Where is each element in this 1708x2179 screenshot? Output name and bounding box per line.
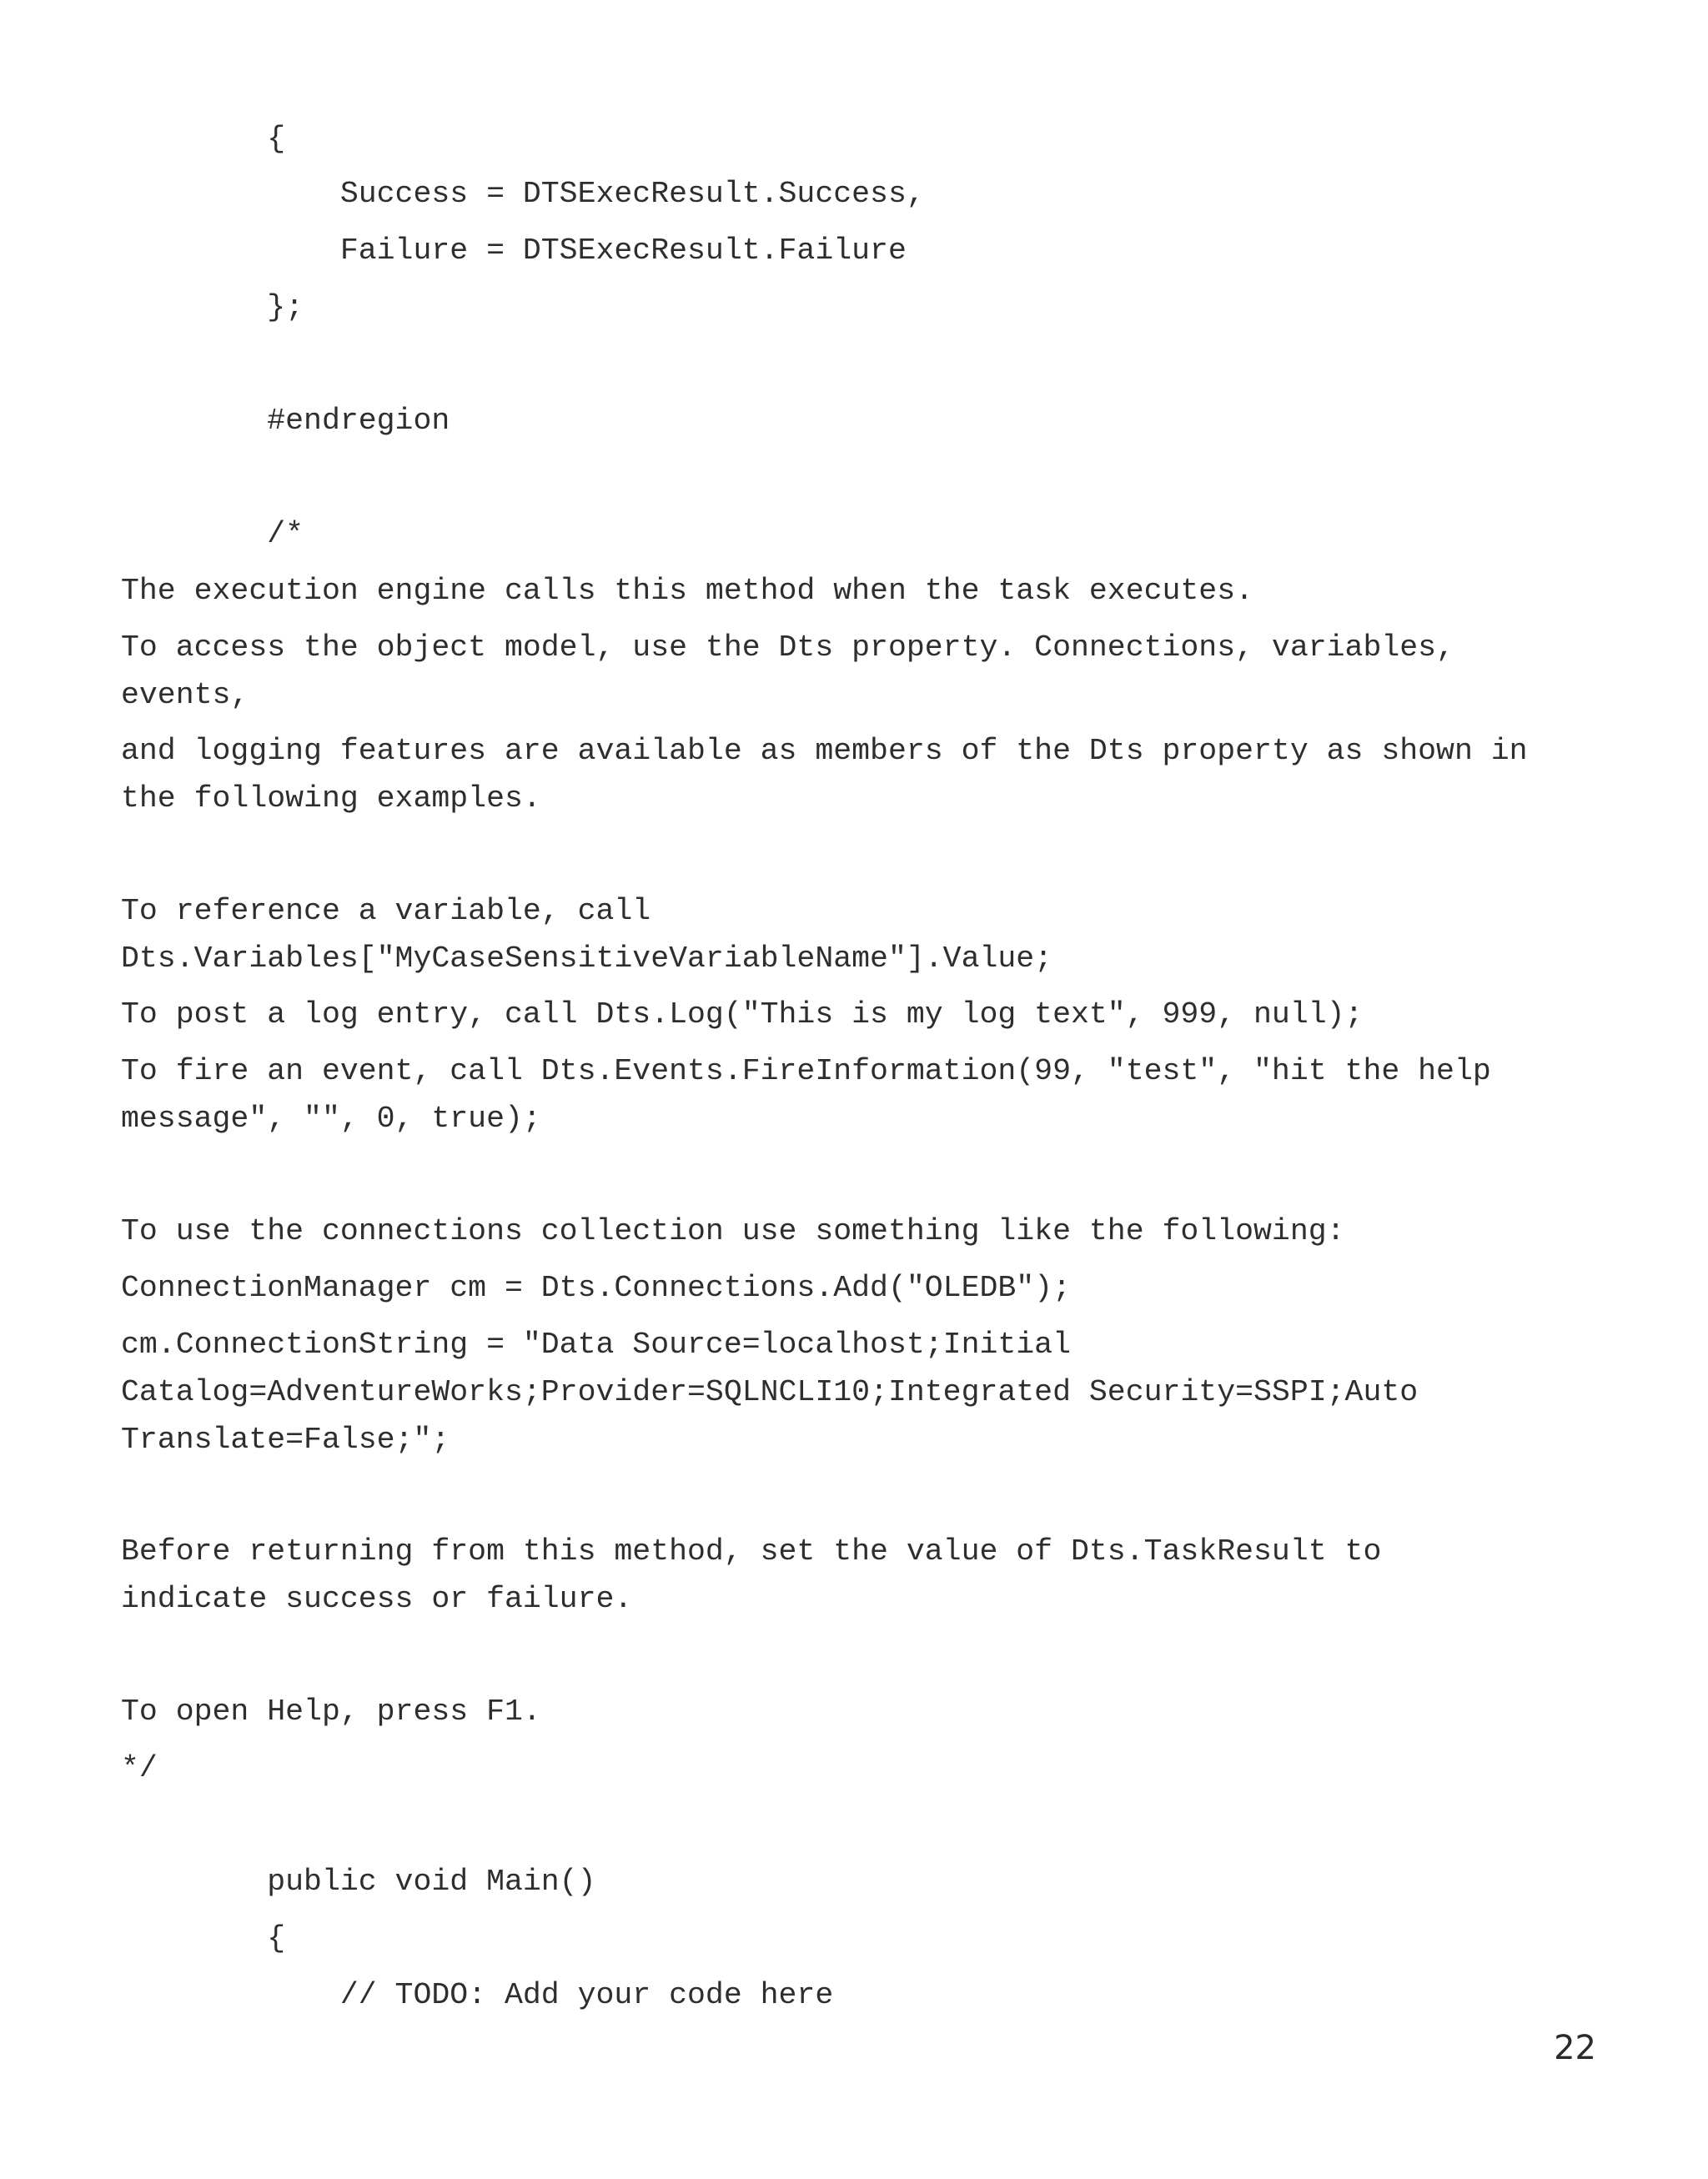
code-line-main-signature: public void Main() — [121, 1865, 596, 1899]
comment-close: */ — [121, 1751, 158, 1785]
code-line-failure-enum: Failure = DTSExecResult.Failure — [121, 233, 907, 268]
code-line-success-enum: Success = DTSExecResult.Success, — [121, 177, 925, 211]
comment-open: /* — [121, 517, 304, 551]
comment-task-result: Before returning from this method, set the value of Dts.TaskResult to indicate success or failure. — [121, 1534, 1382, 1616]
comment-connections-collection: To use the connections collection use something like the following: — [121, 1214, 1345, 1248]
code-line-main-open-brace: { — [121, 1921, 286, 1956]
comment-post-log-entry: To post a log entry, call Dts.Log("This is my log text", 999, null); — [121, 997, 1364, 1032]
comment-fire-event: To fire an event, call Dts.Events.FireInformation(99, "test", "hit the help message", "", 0, true); — [121, 1054, 1491, 1136]
comment-reference-variable: To reference a variable, call Dts.Variables["MyCaseSensitiveVariableName"].Value; — [121, 894, 1053, 976]
comment-object-model: To access the object model, use the Dts property. Connections, variables, events, — [121, 630, 1454, 712]
comment-execution-engine: The execution engine calls this method when the task executes. — [121, 574, 1254, 608]
comment-open-help: To open Help, press F1. — [121, 1694, 541, 1729]
page-number: 22 — [1554, 2029, 1596, 2067]
code-line-endregion: #endregion — [121, 404, 450, 438]
comment-connection-manager: ConnectionManager cm = Dts.Connections.Add("OLEDB"); — [121, 1271, 1071, 1305]
code-line-open-brace: { — [121, 122, 286, 156]
comment-logging-features: and logging features are available as members of the Dts property as shown in the following examples. — [121, 734, 1528, 816]
code-line-todo-comment: // TODO: Add your code here — [121, 1978, 834, 2012]
comment-connection-string: cm.ConnectionString = "Data Source=localhost;Initial Catalog=AdventureWorks;Provider=SQLNCLI10;Integrated Security=SSPI;Auto Translate=False;"; — [121, 1328, 1419, 1457]
code-line-close-brace: }; — [121, 290, 304, 324]
